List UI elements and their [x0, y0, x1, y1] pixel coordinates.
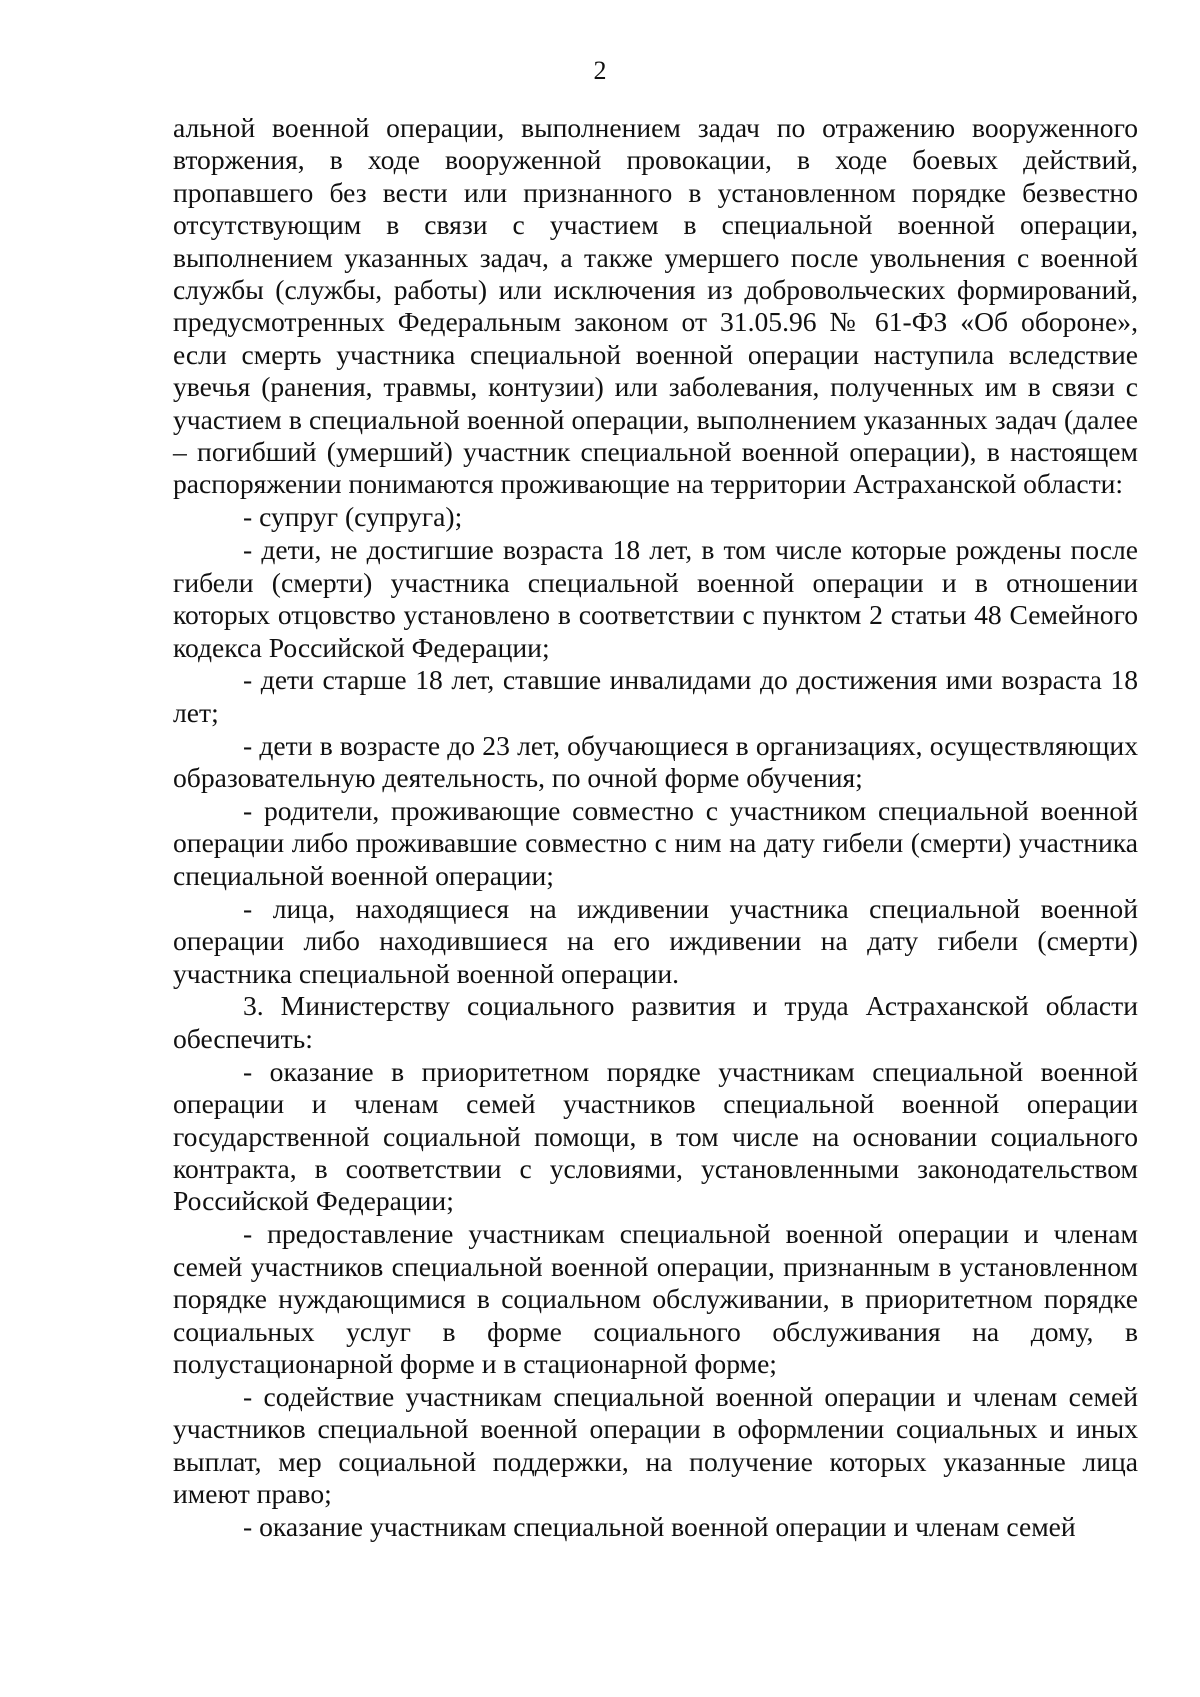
- list-item-students-under-23: - дети в возрасте до 23 лет, обучающиеся в организациях, осуществляющих образовательную деятельность, по очной форме обучения;: [173, 729, 1138, 794]
- list-item-children-under-18: - дети, не достигшие возраста 18 лет, в том числе которые рождены после гибели (смерти) участника специальной военной операции и в отношении которых отцовство установлено в соответствии с пунктом 2 статьи 48 Семейного кодекса Российской Федерации;: [173, 534, 1138, 663]
- list-item-dependents: - лица, находящиеся на иждивении участника специальной военной операции либо находившиеся на его иждивении на дату гибели (смерти) участника специальной военной операции.: [173, 892, 1138, 989]
- list-item-disabled-children: - дети старше 18 лет, ставшие инвалидами до достижения ими возраста 18 лет;: [173, 664, 1138, 728]
- list-item-parents: - родители, проживающие совместно с участником специальной военной операции либо проживавшие совместно с ним на дату гибели (смерти) участника специальной военной операции;: [173, 795, 1138, 891]
- section-3-heading: 3. Министерству социального развития и труда Астраханской области обеспечить:: [173, 990, 1138, 1054]
- page-number: 2: [593, 56, 607, 85]
- paragraph-continuation: альной военной операции, выполнением задач по отражению вооруженного вторжения, в ходе вооруженной провокации, в ходе боевых действий, пропавшего без вести или признанного в установленном порядке безвестно отсутствующим в связи с участием в специальной военной операции, выполнением указанных задач, а также умершего после увольнения с военной службы (службы, работы) или исключения из добровольческих формирований, предусмотренных Федеральным законом от 31.05.96 № 61-ФЗ «Об обороне», если смерть участника специальной военной операции наступила вследствие увечья (ранения, травмы, контузии) или заболевания, полученных им в связи с участием в специальной военной операции, выполнением указанных задач (далее – погибший (умерший) участник специальной военной операции), в настоящем распоряжении понимаются проживающие на территории Астраханской области:: [173, 112, 1138, 500]
- document-body: [173, 112, 1138, 1544]
- list-item-spouse: - супруг (супруга);: [243, 501, 463, 533]
- list-item-continued: - оказание участникам специальной военной операции и членам семей: [243, 1510, 1076, 1542]
- list-item-social-services: - предоставление участникам специальной военной операции и членам семей участников специальной военной операции, признанным в установленном порядке нуждающимися в социальном обслуживании, в приоритетном порядке социальных услуг в форме социального обслуживания на дому, в полустационарной форме и в стационарной форме;: [173, 1218, 1138, 1379]
- list-item-social-assistance: - оказание в приоритетном порядке участникам специальной военной операции и членам семей участников специальной военной операции государственной социальной помощи, в том числе на основании социального контракта, в соответствии с условиями, установленными законодательством Российской Федерации;: [173, 1055, 1138, 1217]
- list-item-payments-assistance: - содействие участникам специальной военной операции и членам семей участников специальной военной операции в оформлении социальных и иных выплат, мер социальной поддержки, на получение которых указанные лица имеют право;: [173, 1380, 1138, 1510]
